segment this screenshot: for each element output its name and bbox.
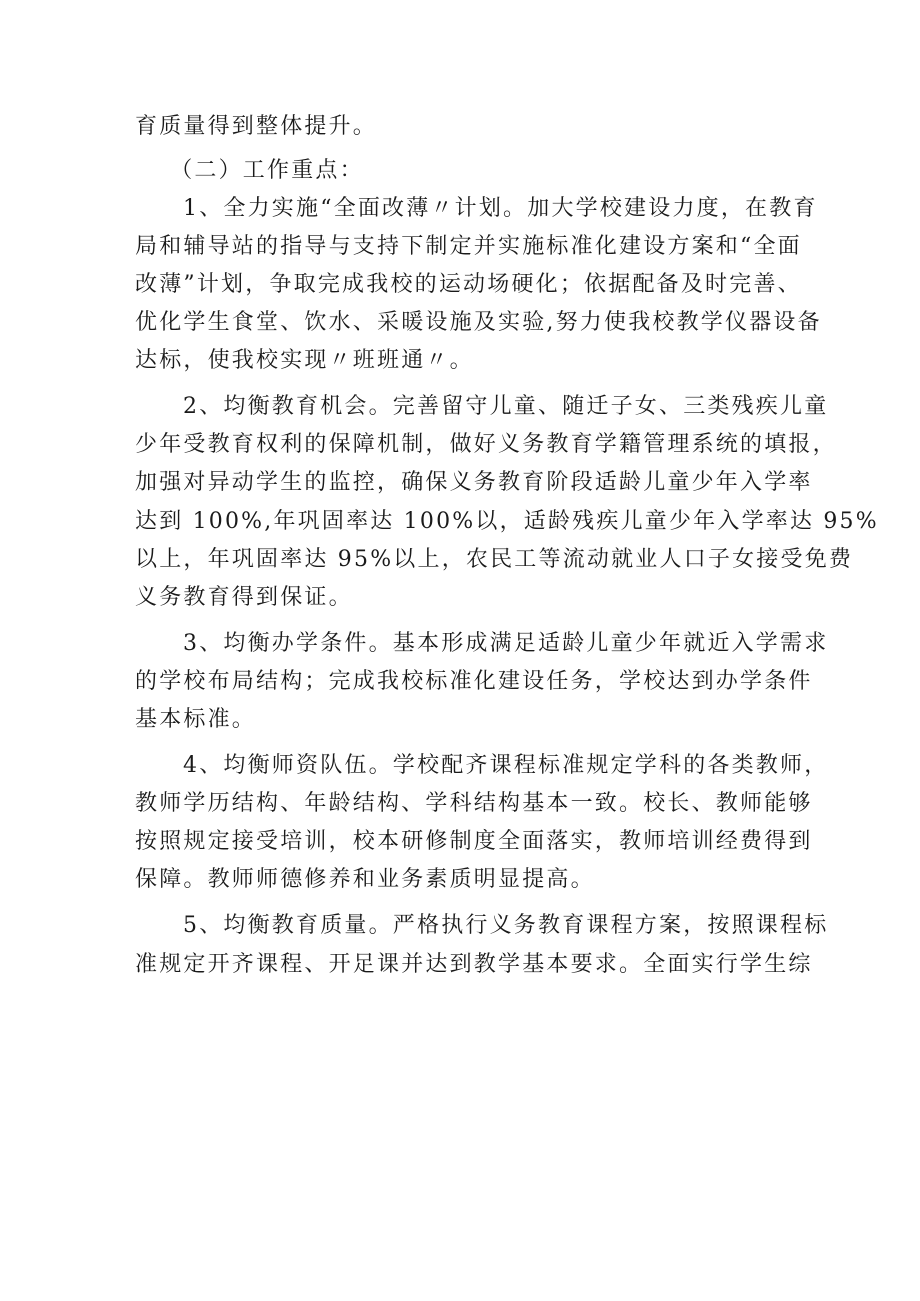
- text-line: 1、全力实施“全面改薄〃计划。加大学校建设力度，在教育: [183, 195, 818, 221]
- text-line: 按照规定接受培训，校本研修制度全面落实，教师培训经费得到: [135, 829, 813, 855]
- text-line: 4、均衡师资队伍。学校配齐课程标准规定学科的各类教师，: [183, 753, 829, 779]
- text-line: 优化学生食堂、饮水、采暖设施及实验,努力使我校教学仪器设备: [135, 310, 822, 336]
- document-body: [135, 108, 879, 984]
- text-line: 教师学历结构、年龄结构、学科结构基本一致。校长、教师能够: [135, 791, 813, 817]
- text-line: 准规定开齐课程、开足课并达到教学基本要求。全面实行学生综: [135, 951, 813, 977]
- text-line: 加强对异动学生的监控，确保义务教育阶段适龄儿童少年入学率: [135, 470, 813, 496]
- text-line: 义务教育得到保证。: [135, 584, 353, 610]
- text-line: 保障。教师师德修养和业务素质明显提高。: [135, 867, 595, 893]
- item-1: [135, 190, 822, 380]
- text-line: 达到 100%,年巩固率达 100%以，适龄残疾儿童少年入学率达 95%: [135, 508, 879, 534]
- text-line: （二）工作重点：: [170, 157, 364, 183]
- item-4: [135, 747, 829, 899]
- text-line: 少年受教育权利的保障机制，做好义务教育学籍管理系统的填报，: [135, 432, 837, 458]
- continuation-line: [135, 108, 795, 146]
- text-line: 达标，使我校实现〃班班通〃。: [135, 348, 474, 374]
- text-line: 3、均衡办学条件。基本形成满足适龄儿童少年就近入学需求: [183, 630, 829, 656]
- item-2: [135, 388, 879, 617]
- text-line: 5、均衡教育质量。严格执行义务教育课程方案，按照课程标: [183, 913, 829, 939]
- text-line: 的学校布局结构；完成我校标准化建设任务，学校达到办学条件: [135, 668, 813, 694]
- item-3: [135, 625, 829, 739]
- text-line: 改薄”计划，争取完成我校的运动场硬化；依据配备及时完善、: [135, 271, 802, 297]
- text-line: 基本标准。: [135, 707, 257, 732]
- text-line: 育质量得到整体提升。: [135, 114, 378, 139]
- text-line: 2、均衡教育机会。完善留守儿童、随迁子女、三类残疾儿童: [183, 394, 829, 420]
- text-line: 以上，年巩固率达 95%以上，农民工等流动就业人口子女接受免费: [135, 546, 854, 572]
- text-line: 局和辅导站的指导与支持下制定并实施标准化建设方案和“全面: [135, 233, 802, 259]
- section-heading: [135, 152, 795, 190]
- item-5: [135, 907, 829, 983]
